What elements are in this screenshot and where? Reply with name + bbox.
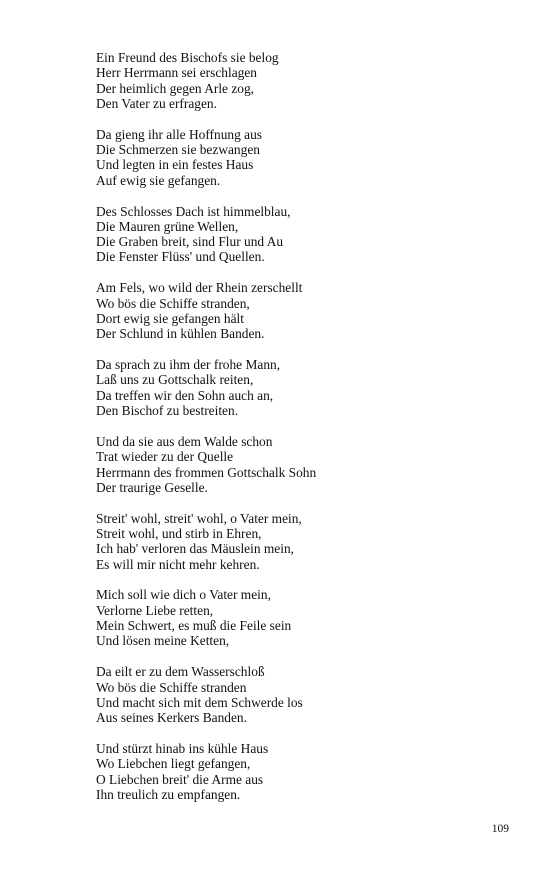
- verse-line: Und da sie aus dem Walde schon: [96, 433, 273, 449]
- verse-line: Die Graben breit, sind Flur und Au: [96, 234, 284, 250]
- verse-line: Und legten in ein festes Haus: [96, 157, 254, 173]
- verse-line: Auf ewig sie gefangen.: [96, 172, 221, 188]
- verse-line: Der Schlund in kühlen Banden.: [96, 326, 265, 342]
- stanza: [96, 204, 516, 265]
- verse-line: Und macht sich mit dem Schwerde los: [96, 694, 303, 710]
- verse-line: Die Fenster Flüss' und Quellen.: [96, 249, 265, 265]
- verse-line: Wo Liebchen liegt gefangen,: [96, 756, 251, 772]
- verse-line: Ein Freund des Bischofs sie belog: [96, 50, 279, 65]
- stanza: [96, 280, 516, 341]
- verse-line: Verlorne Liebe retten,: [96, 602, 214, 618]
- verse-line: Streit wohl, und stirb in Ehren,: [96, 525, 262, 541]
- page-number: 109: [491, 823, 509, 835]
- stanza: [96, 50, 516, 111]
- poem-body: [96, 50, 516, 818]
- verse-line: Wo bös die Schiffe stranden,: [96, 295, 250, 311]
- verse-line: Laß uns zu Gottschalk reiten,: [96, 372, 254, 388]
- stanza: [96, 511, 516, 572]
- verse-line: Da eilt er zu dem Wasserschloß: [96, 664, 265, 680]
- verse-line: O Liebchen breit' die Arme aus: [96, 771, 264, 787]
- verse-line: Und lösen meine Ketten,: [96, 633, 230, 649]
- verse-line: Den Bischof zu bestreiten.: [96, 403, 239, 419]
- stanza: [96, 357, 516, 418]
- verse-line: Da sprach zu ihm der frohe Mann,: [96, 357, 281, 373]
- verse-line: Herr Herrmann sei erschlagen: [96, 65, 257, 81]
- verse-line: Herrmann des frommen Gottschalk Sohn: [96, 464, 317, 480]
- verse-line: Es will mir nicht mehr kehren.: [96, 556, 260, 572]
- verse-line: Wo bös die Schiffe stranden: [96, 679, 247, 695]
- verse-line: Die Mauren grüne Wellen,: [96, 218, 239, 234]
- stanza: [96, 587, 516, 648]
- stanza: [96, 664, 516, 725]
- verse-line: Der traurige Geselle.: [96, 479, 208, 495]
- stanza: [96, 741, 516, 802]
- verse-line: Der heimlich gegen Arle zog,: [96, 80, 255, 96]
- verse-line: Mich soll wie dich o Vater mein,: [96, 587, 271, 603]
- stanza: [96, 434, 516, 495]
- verse-line: Die Schmerzen sie bezwangen: [96, 142, 260, 158]
- verse-line: Ihn treulich zu empfangen.: [96, 786, 241, 802]
- verse-line: Mein Schwert, es muß die Feile sein: [96, 618, 292, 634]
- verse-line: Den Vater zu erfragen.: [96, 95, 217, 111]
- verse-line: Da treffen wir den Sohn auch an,: [96, 387, 274, 403]
- stanza: [96, 127, 516, 188]
- verse-line: Dort ewig sie gefangen hält: [96, 310, 244, 326]
- verse-line: Aus seines Kerkers Banden.: [96, 710, 247, 726]
- verse-line: Des Schlosses Dach ist himmelblau,: [96, 203, 291, 219]
- verse-line: Trat wieder zu der Quelle: [96, 449, 234, 465]
- verse-line: Streit' wohl, streit' wohl, o Vater mein,: [96, 510, 302, 526]
- verse-line: Da gieng ihr alle Hoffnung aus: [96, 126, 262, 142]
- verse-line: Und stürzt hinab ins kühle Haus: [96, 741, 269, 757]
- verse-line: Ich hab' verloren das Mäuslein mein,: [96, 541, 295, 557]
- verse-line: Am Fels, wo wild der Rhein zerschellt: [96, 280, 303, 296]
